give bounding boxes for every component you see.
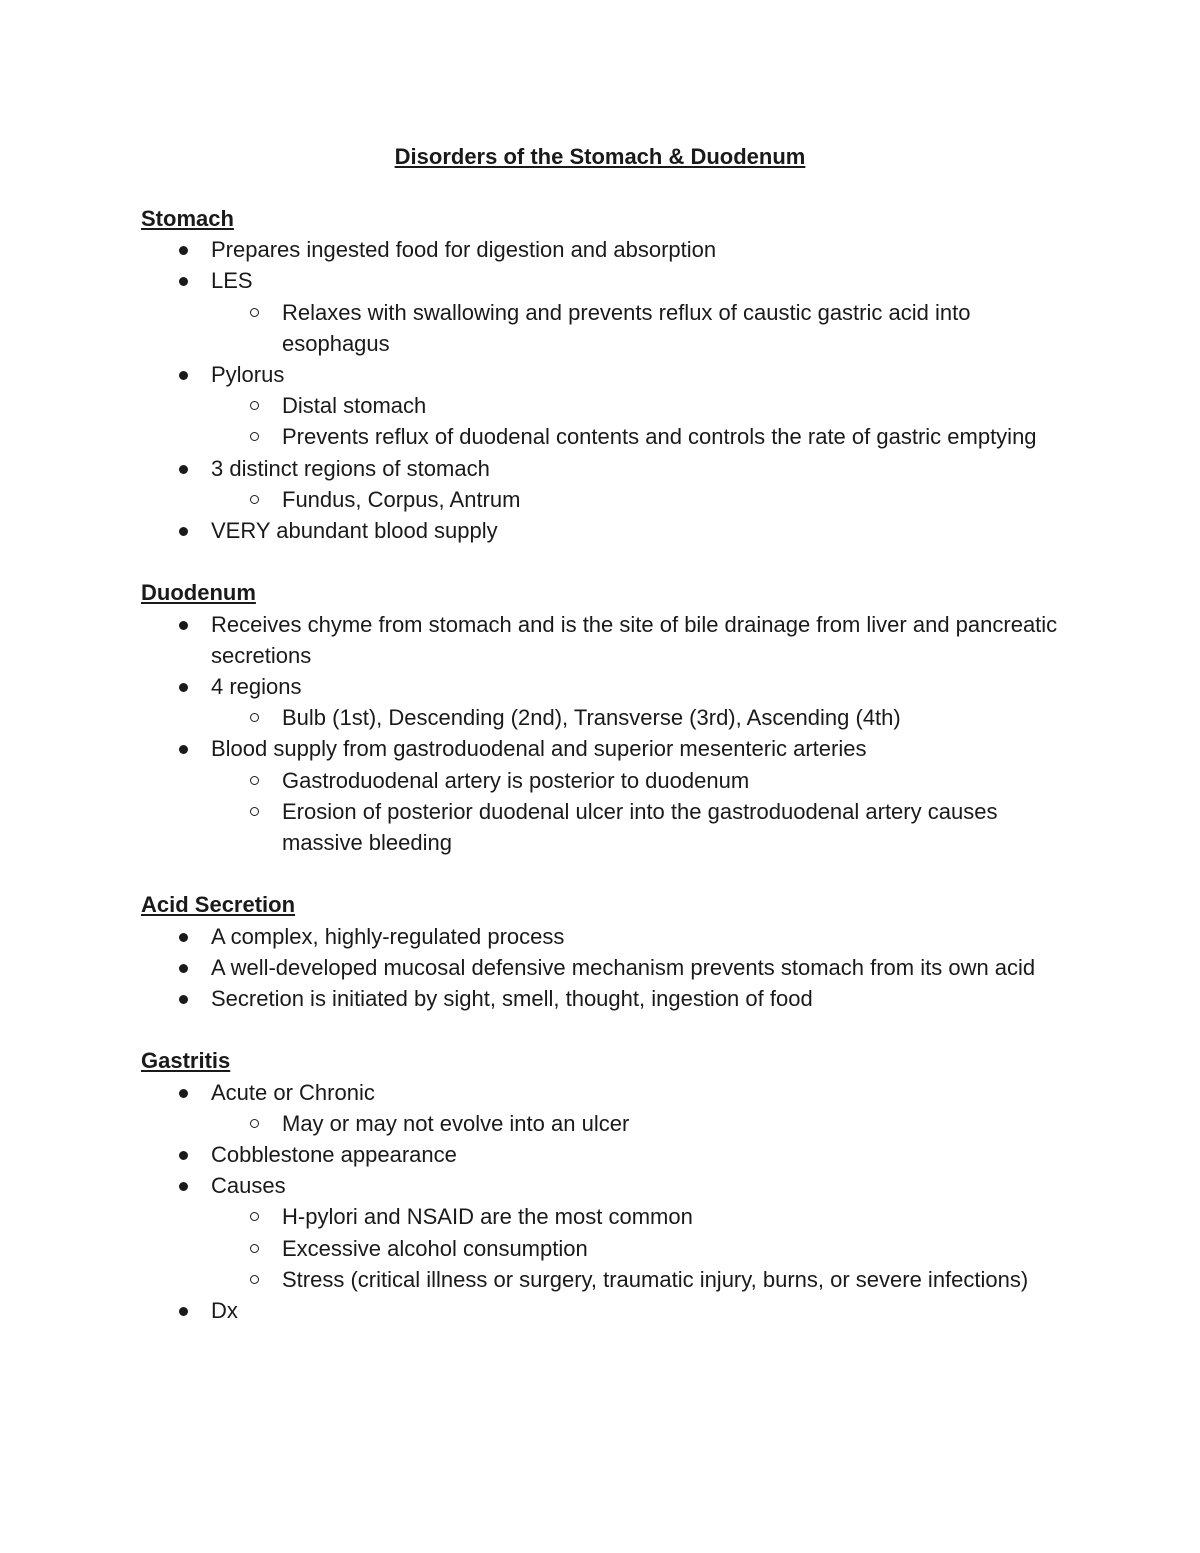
bullet-list	[141, 921, 1061, 1015]
bullet-circle-icon	[250, 807, 259, 816]
section-stomach	[141, 203, 1061, 546]
list-item-text: Cobblestone appearance	[211, 1141, 457, 1167]
document-title: Disorders of the Stomach & Duodenum	[394, 144, 806, 169]
sub-list-item-text: Excessive alcohol consumption	[282, 1235, 588, 1261]
sub-list-item	[282, 390, 1061, 421]
sub-list-item-text: Stress (critical illness or surgery, traumatic injury, burns, or severe infections)	[282, 1266, 1029, 1292]
sub-list-item-text: Erosion of posterior duodenal ulcer into the gastroduodenal artery causes massive bleeding	[282, 798, 998, 856]
sub-bullet-list	[211, 765, 1061, 859]
sub-list-item	[282, 297, 1061, 359]
bullet-dot-icon	[179, 933, 188, 942]
sub-list-item-text: H-pylori and NSAID are the most common	[282, 1204, 693, 1230]
bullet-circle-icon	[250, 1244, 259, 1253]
list-item	[211, 733, 1061, 858]
bullet-circle-icon	[250, 1275, 259, 1284]
section-heading: Duodenum	[141, 580, 256, 606]
bullet-circle-icon	[250, 1212, 259, 1221]
bullet-dot-icon	[179, 995, 188, 1004]
list-item	[211, 921, 1061, 952]
bullet-list	[141, 234, 1061, 546]
sub-list-item	[282, 1233, 1061, 1264]
bullet-dot-icon	[179, 465, 188, 474]
sub-list-item-text: Relaxes with swallowing and prevents reflux of caustic gastric acid into esophagus	[282, 299, 971, 356]
sub-bullet-list	[211, 390, 1061, 452]
bullet-circle-icon	[250, 776, 259, 785]
sub-list-item-text: Distal stomach	[282, 393, 427, 419]
list-item	[211, 671, 1061, 733]
list-item-text: Acute or Chronic	[211, 1079, 375, 1105]
list-item-text: Pylorus	[211, 362, 285, 387]
bullet-circle-icon	[250, 432, 259, 441]
list-item-text: Receives chyme from stomach and is the site of bile drainage from liver and pancreatic secretions	[211, 611, 1058, 668]
bullet-circle-icon	[250, 308, 259, 317]
sub-bullet-list	[211, 1108, 1061, 1139]
bullet-dot-icon	[179, 527, 188, 536]
section-heading: Stomach	[141, 206, 234, 231]
list-item-text: Secretion is initiated by sight, smell, thought, ingestion of food	[211, 986, 813, 1011]
list-item	[211, 515, 1061, 546]
sub-bullet-list	[211, 484, 1061, 515]
list-item	[211, 359, 1061, 453]
bullet-circle-icon	[250, 495, 259, 504]
list-item	[211, 609, 1061, 671]
sub-list-item	[282, 702, 1061, 733]
list-item	[211, 1170, 1061, 1295]
list-item	[211, 453, 1061, 515]
sub-list-item	[282, 796, 1061, 858]
bullet-circle-icon	[250, 401, 259, 410]
list-item-text: Dx	[211, 1298, 238, 1323]
sub-list-item-text: Fundus, Corpus, Antrum	[282, 486, 521, 512]
list-item-text: A complex, highly-regulated process	[211, 923, 565, 949]
list-item	[211, 234, 1061, 265]
sub-bullet-list	[211, 297, 1061, 359]
sub-bullet-list	[211, 702, 1061, 733]
bullet-dot-icon	[179, 1307, 188, 1316]
list-item-text: 4 regions	[211, 674, 302, 699]
list-item-text: VERY abundant blood supply	[211, 518, 498, 544]
list-item-text: 3 distinct regions of stomach	[211, 455, 490, 481]
list-item	[211, 952, 1061, 983]
sub-list-item	[282, 484, 1061, 515]
sub-list-item-text: Prevents reflux of duodenal contents and controls the rate of gastric emptying	[282, 424, 1037, 450]
bullet-dot-icon	[179, 745, 188, 754]
bullet-dot-icon	[179, 1151, 188, 1160]
sub-list-item-text: Bulb (1st), Descending (2nd), Transverse (3rd), Ascending (4th)	[282, 705, 901, 731]
sub-list-item	[282, 1201, 1061, 1232]
bullet-circle-icon	[250, 713, 259, 722]
sub-list-item	[282, 1108, 1061, 1139]
bullet-dot-icon	[179, 1089, 188, 1098]
document-body	[141, 203, 1061, 1357]
list-item	[211, 983, 1061, 1014]
list-item	[211, 1295, 1061, 1326]
section-duodenum	[141, 577, 1061, 858]
bullet-dot-icon	[179, 277, 188, 286]
list-item	[211, 1139, 1061, 1170]
sub-bullet-list	[211, 1201, 1061, 1295]
bullet-circle-icon	[250, 1119, 259, 1128]
sub-list-item-text: May or may not evolve into an ulcer	[282, 1110, 630, 1136]
bullet-dot-icon	[179, 964, 188, 973]
bullet-dot-icon	[179, 683, 188, 692]
bullet-dot-icon	[179, 371, 188, 380]
list-item	[211, 1077, 1061, 1139]
bullet-dot-icon	[179, 621, 188, 630]
sub-list-item	[282, 765, 1061, 796]
list-item-text: Causes	[211, 1173, 286, 1199]
list-item-text: Blood supply from gastroduodenal and superior mesenteric arteries	[211, 736, 867, 762]
section-heading: Acid Secretion	[141, 892, 296, 918]
section-acid-secretion	[141, 889, 1061, 1014]
bullet-list	[141, 609, 1061, 859]
sub-list-item-text: Gastroduodenal artery is posterior to duodenum	[282, 767, 750, 793]
section-gastritis	[141, 1045, 1061, 1326]
list-item-text: Prepares ingested food for digestion and absorption	[211, 237, 717, 263]
list-item	[211, 265, 1061, 359]
bullet-dot-icon	[179, 246, 188, 255]
bullet-list	[141, 1077, 1061, 1327]
sub-list-item	[282, 1264, 1061, 1295]
section-heading: Gastritis	[141, 1048, 231, 1074]
sub-list-item	[282, 421, 1061, 452]
bullet-dot-icon	[179, 1182, 188, 1191]
list-item-text: A well-developed mucosal defensive mechanism prevents stomach from its own acid	[211, 954, 1036, 980]
list-item-text: LES	[211, 268, 253, 294]
